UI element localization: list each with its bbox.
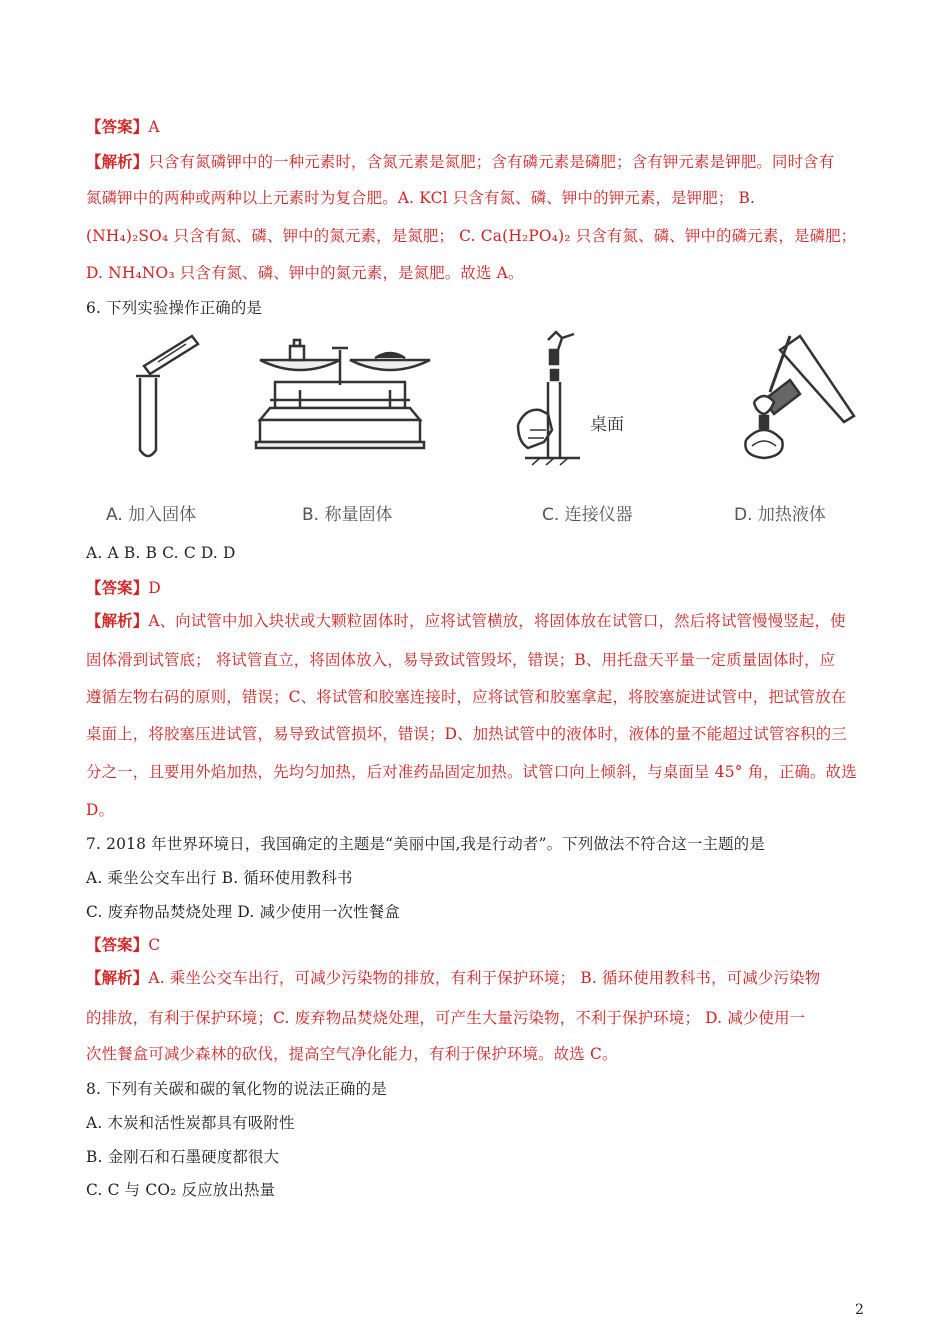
q7-answer xyxy=(86,935,160,955)
page-number: 2 xyxy=(855,1302,864,1318)
q6-explanation-line-5: 分之一，且要用外焰加热，先均匀加热，后对准药品固定加热。试管口向上倾斜，与桌面呈 45° 角，正确。故选 xyxy=(86,763,857,781)
explanation-tag: 【解析】 xyxy=(86,969,149,987)
q6-options: A. A B. B C. C D. D xyxy=(86,544,236,562)
explanation-text: A. 乘坐公交车出行，可减少污染物的排放，有利于保护环境； B. 循环使用教科书，可减少污染物 xyxy=(148,969,821,987)
q5-explanation-line-1 xyxy=(86,152,834,172)
explanation-text: 只含有氮磷钾中的一种元素时，含氮元素是氮肥；含有磷元素是磷肥；含有钾元素是钾肥。同时含有 xyxy=(148,153,835,171)
answer-tag: 【答案】 xyxy=(86,579,149,597)
q7-options-line-1: A. 乘坐公交车出行 B. 循环使用教科书 xyxy=(86,869,353,887)
q6-explanation-line-2: 固体滑到试管底； 将试管直立，将固体放入，易导致试管毁坏，错误；B、用托盘天平量一定质量固体时，应 xyxy=(86,651,836,669)
q8-stem: 8. 下列有关碳和碳的氧化物的说法正确的是 xyxy=(86,1080,387,1098)
explanation-tag: 【解析】 xyxy=(86,153,149,171)
q8-option-b: B. 金刚石和石墨硬度都很大 xyxy=(86,1148,280,1166)
balance-icon xyxy=(256,340,430,448)
explanation-text: A、向试管中加入块状或大颗粒固体时，应将试管横放，将固体放在试管口，然后将试管慢慢竖起，使 xyxy=(148,612,846,630)
q5-explanation-line-4: D. NH₄NO₃ 只含有氮、磷、钾中的氮元素，是氮肥。故选 A。 xyxy=(86,264,524,282)
answer-value: C xyxy=(148,936,161,954)
desk-label: 桌面 xyxy=(590,415,624,435)
q7-stem: 7. 2018 年世界环境日，我国确定的主题是“美丽中国,我是行动者”。下列做法不符合这一主题的是 xyxy=(86,835,765,853)
answer-tag: 【答案】 xyxy=(86,936,149,954)
caption-c: C. 连接仪器 xyxy=(542,505,633,525)
q6-explanation-line-1 xyxy=(86,611,846,631)
q7-explanation-line-3: 次性餐盒可减少森林的砍伐，提高空气净化能力，有利于保护环境。故选 C。 xyxy=(86,1045,618,1063)
q7-explanation-line-2: 的排放，有利于保护环境；C. 废弃物品焚烧处理，可产生大量污染物，不利于保护环境； D. 减少使用一 xyxy=(86,1009,806,1027)
caption-d: D. 加热液体 xyxy=(734,505,826,525)
answer-tag: 【答案】 xyxy=(86,118,149,136)
q5-answer xyxy=(86,117,160,137)
explanation-tag: 【解析】 xyxy=(86,612,149,630)
lab-operations-illustration xyxy=(100,330,860,500)
caption-a: A. 加入固体 xyxy=(106,505,197,525)
alcohol-lamp-icon xyxy=(745,336,854,458)
q6-explanation-line-4: 桌面上，将胶塞压进试管，易导致试管损坏，错误；D、加热试管中的液体时，液体的量不能超过试管容积的三 xyxy=(86,725,847,743)
q5-explanation-line-3: (NH₄)₂SO₄ 只含有氮、磷、钾中的氮元素，是氮肥； C. Ca(H₂PO₄)₂ 只含有氮、磷、钾中的磷元素，是磷肥； xyxy=(86,227,857,245)
test-tube-icon xyxy=(136,336,198,456)
q8-option-a: A. 木炭和活性炭都具有吸附性 xyxy=(86,1114,295,1132)
q7-options-line-2: C. 废弃物品焚烧处理 D. 减少使用一次性餐盒 xyxy=(86,903,400,921)
q7-explanation-line-1 xyxy=(86,968,820,988)
answer-value: A xyxy=(148,118,160,136)
hand-stopper-icon xyxy=(518,332,580,465)
q5-explanation-line-2: 氮磷钾中的两种或两种以上元素时为复合肥。A. KCl 只含有氮、磷、钾中的钾元素，是钾肥； B. xyxy=(86,189,756,207)
q6-stem: 6. 下列实验操作正确的是 xyxy=(86,299,263,317)
caption-b: B. 称量固体 xyxy=(302,505,393,525)
q6-explanation-line-3: 遵循左物右码的原则，错误；C、将试管和胶塞连接时，应将试管和胶塞拿起，将胶塞旋进试管中，把试管放在 xyxy=(86,688,847,706)
q6-figure xyxy=(100,330,860,530)
answer-value: D xyxy=(148,579,161,597)
q8-option-c: C. C 与 CO₂ 反应放出热量 xyxy=(86,1181,276,1199)
q6-explanation-line-6: D。 xyxy=(86,801,115,819)
q6-answer xyxy=(86,578,161,598)
